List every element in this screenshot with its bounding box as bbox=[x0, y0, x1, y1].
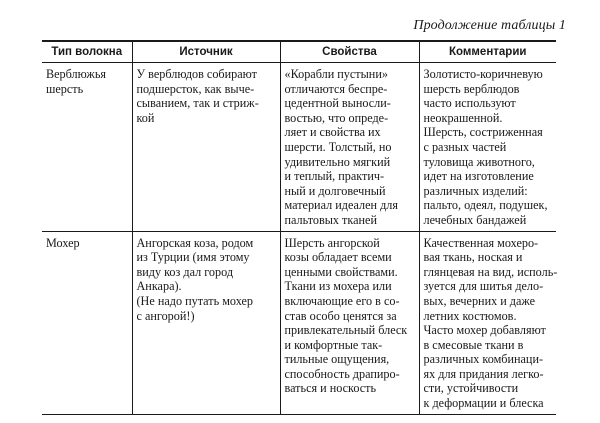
cell-line: и теплый, практич- bbox=[284, 169, 385, 184]
cell-line: востью, что опреде- bbox=[284, 110, 389, 125]
table-header-row bbox=[42, 41, 556, 63]
cell-line: идет на изготовление bbox=[423, 169, 534, 184]
cell-line: с ангорой!) bbox=[136, 308, 195, 323]
cell-line: глянцевая на вид, исполь- bbox=[423, 264, 558, 279]
cell-line: сыванием, так и стриж- bbox=[136, 96, 259, 111]
cell-line: Верблюжья bbox=[46, 67, 106, 81]
cell-line: из Турции (имя этому bbox=[136, 250, 250, 265]
cell-line: Мохер bbox=[46, 235, 80, 250]
cell-line: летних костюмов. bbox=[423, 308, 517, 323]
cell-comments bbox=[419, 63, 556, 232]
cell-line: способность драпиро- bbox=[284, 366, 400, 381]
cell-line: козы обладает всеми bbox=[284, 250, 392, 265]
cell-source bbox=[132, 231, 280, 414]
header-properties: Свойства bbox=[280, 41, 419, 63]
cell-line: подшерсток, как выче- bbox=[136, 81, 255, 96]
cell-line: (Не надо путать мохер bbox=[136, 293, 254, 308]
cell-line: Ткани из мохера или bbox=[284, 279, 392, 294]
cell-line: Ангорская коза, родом bbox=[136, 235, 254, 250]
cell-line: с разных частей bbox=[423, 139, 507, 154]
header-fiber-type: Тип волокна bbox=[42, 41, 132, 63]
cell-line: Шерсть ангорской bbox=[284, 235, 380, 250]
cell-line: пальтовых тканей bbox=[284, 212, 377, 227]
cell-fiber-type bbox=[42, 63, 132, 232]
cell-line: зуется для шитья дело- bbox=[423, 279, 544, 294]
cell-line: часто используют bbox=[423, 96, 516, 111]
cell-line: тильные ощущения, bbox=[284, 352, 390, 367]
table-row bbox=[42, 231, 556, 414]
cell-line: различных комбинаци- bbox=[423, 352, 544, 367]
cell-line: неокрашенной. bbox=[423, 110, 503, 125]
cell-line: «Корабли пустыни» bbox=[284, 67, 388, 81]
cell-line: различных изделий: bbox=[423, 183, 528, 198]
fiber-table bbox=[42, 40, 556, 415]
cell-line: став особо ценятся за bbox=[284, 308, 397, 323]
cell-line: Часто мохер добавляют bbox=[423, 323, 546, 338]
cell-line: привлекательный блеск bbox=[284, 323, 408, 338]
cell-properties bbox=[280, 63, 419, 232]
header-comments: Комментарии bbox=[419, 41, 556, 63]
header-source: Источник bbox=[132, 41, 280, 63]
cell-line: Качественная мохеро- bbox=[423, 235, 539, 250]
cell-line: ваться и носкость bbox=[284, 381, 377, 396]
cell-line: вых, вечерних и даже bbox=[423, 293, 536, 308]
cell-properties bbox=[280, 231, 419, 414]
cell-line: туловища животного, bbox=[423, 154, 535, 169]
cell-line: кой bbox=[136, 110, 155, 125]
cell-line: пальто, одеял, подушек, bbox=[423, 198, 548, 213]
cell-line: лечебных бандажей bbox=[423, 212, 527, 227]
continuation-caption: Продолжение таблицы 1 bbox=[413, 18, 566, 33]
table-row bbox=[42, 63, 556, 232]
cell-line: к деформации и блеска bbox=[423, 396, 544, 411]
cell-comments bbox=[419, 231, 556, 414]
cell-line: вая ткань, ноская и bbox=[423, 250, 523, 265]
cell-fiber-type bbox=[42, 231, 132, 414]
cell-line: У верблюдов собирают bbox=[136, 67, 257, 81]
cell-line: ценными свойствами. bbox=[284, 264, 398, 279]
cell-line: Анкара). bbox=[136, 279, 182, 294]
cell-line: шерсть верблюдов bbox=[423, 81, 520, 96]
cell-line: включающие его в со- bbox=[284, 293, 400, 308]
cell-line: и комфортные так- bbox=[284, 337, 383, 352]
cell-line: удивительно мягкий bbox=[284, 154, 391, 169]
cell-line: ляет и свойства их bbox=[284, 125, 381, 140]
cell-line: Золотисто-коричневую bbox=[423, 67, 543, 81]
cell-line: шерсти. Толстый, но bbox=[284, 139, 392, 154]
cell-line: сти, устойчивости bbox=[423, 381, 519, 396]
cell-source bbox=[132, 63, 280, 232]
cell-line: виду коз дал город bbox=[136, 264, 234, 279]
cell-line: материал идеален для bbox=[284, 198, 398, 213]
cell-line: цедентной выносли- bbox=[284, 96, 391, 111]
cell-line: шерсть bbox=[46, 81, 84, 96]
cell-line: отличаются беспре- bbox=[284, 81, 388, 96]
cell-line: Шерсть, состриженная bbox=[423, 125, 543, 140]
cell-line: ях для придания легко- bbox=[423, 366, 544, 381]
cell-line: ный и долговечный bbox=[284, 183, 386, 198]
cell-line: в смесовые ткани в bbox=[423, 337, 524, 352]
